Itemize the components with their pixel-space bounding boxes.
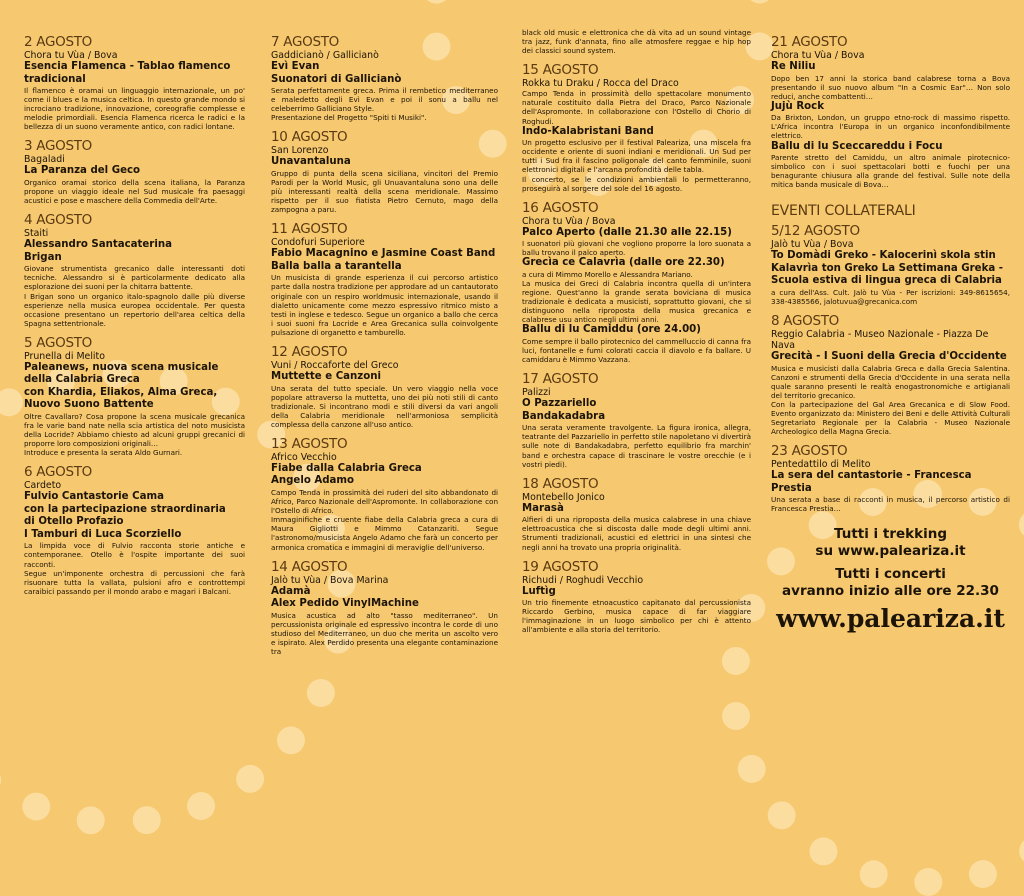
event-title: Evì Evan: [271, 61, 320, 72]
event-description: Un musicista di grande esperienza il cui percorso artistico parte dalla nostra tradizione per approdare ad un cantautorato originale con un respiro worldmusic internazionale, usando il dialetto unicamente come mezzo espressivo ritmico misto a testi in inglese e tedesco. Segue un organico a ballo che cerca i suoi suoni fra Locride e Area Grecanica sulla coinvolgente pulsazione di organetto e tamburello.: [271, 273, 498, 337]
event-description: a cura dell'Ass. Cult. Jalò tu Vùa - Per iscrizioni: 349-8615654, 338-4385566, jalotuvua@grecanica.com: [771, 287, 1010, 307]
event-block: [24, 138, 245, 205]
event-date: 3 AGOSTO: [24, 138, 93, 155]
event-block: [522, 200, 751, 365]
event-title: To Domàdi Greko - Kalocerinì skola stin Kalavrìa ton Greko La Settimana Greka - Scuola estiva di lingua greca di Calabria: [771, 250, 1003, 287]
event-description: Giovane strumentista grecanico dalle interessanti doti tecniche. Alessandro si è particolarmente dedicato alla esplorazione dei suoni per la chitarra battente.: [24, 264, 245, 292]
event-title: Re Niliu: [771, 61, 816, 72]
event-description: Alfieri di una riproposta della musica calabrese in una chiave elettroacustica che si discosta dalle mode degli ultimi anni. Strumenti tradizionali, acustici ed elettrici in una sintesi che negli anni ha trovato una propria originalità.: [522, 515, 751, 552]
event-place: Chora tu Vùa / Bova: [24, 50, 118, 61]
event-description: I suonatori più giovani che vogliono proporre la loro suonata a ballu trovano il palco aperto.: [522, 239, 751, 258]
event-place: Africo Vecchio: [271, 451, 337, 463]
event-title: Palco Aperto (dalle 21.30 alle 22.15): [522, 226, 732, 238]
event-title: Indo-Kalabristani Band: [522, 125, 654, 137]
event-title: Esencia Flamenca - Tablao flamenco tradicional: [24, 61, 231, 85]
event-description: La musica dei Greci di Calabria incontra quella di un'intera regione. Quest'anno la grande serata boviciana di musica tradizionale è dedicata a musicisti, soprattutto giovani, che si distinguono nella riproposta della musica grecanica e calabrese usu antico negli ultimi anni.: [522, 279, 751, 325]
event-description: Immaginifiche e cruente fiabe della Calabria greca a cura di Maura Gigliotti e Mimmo Catanzariti. Segue l'astronomo/musicista Angelo Adamo che farà un concerto per armonica cromatica e immagini di meraviglie dell'universo.: [271, 515, 498, 552]
promo-concerts: Tutti i concerti: [835, 565, 946, 582]
event-description: Un progetto esclusivo per il festival Paleariza, una miscela fra occidente e oriente di suoni indiani e meridionali. Un Sud per tutti i Sud fra il fascino poligonale del canto femminile, suoni elettronici digitali e l'arcana profondità delle tabla.: [522, 138, 751, 175]
event-block: [24, 212, 245, 328]
event-description: Oltre Cavallaro? Cosa propone la scena musicale grecanica fra le varie band nate nella scia artistica del noto musicista della Locride? Abbiamo chiesto ad alcuni gruppi grecanici di proporre loro composizioni originali…: [24, 411, 245, 449]
event-title: Nuovo Suono Battente: [24, 399, 154, 411]
website-link[interactable]: www.paleariza.it: [776, 603, 1005, 633]
event-block: [271, 559, 498, 656]
event-place: San Lorenzo: [271, 145, 329, 157]
event-place: Pentedattilo di Melito: [771, 459, 871, 471]
event-title: Alex Pedido VinylMachine: [271, 598, 419, 610]
event-block: [24, 464, 245, 596]
event-title: Grecìa ce Calavrìa (dalle ore 22.30): [522, 257, 725, 269]
event-description: Musica e musicisti dalla Calabria Greca e dalla Grecia Salentina. Canzoni e strumenti della Grecia d'Occidente in una serata nella quale saranno presenti le realtà enogastronomiche e artigianali del territorio grecanico.: [771, 363, 1010, 400]
event-place: Gaddicianò / Gallicianò: [271, 50, 379, 61]
event-date: 13 AGOSTO: [271, 435, 348, 452]
column-2: [253, 0, 506, 725]
event-title: Suonatori di Gallicianò: [271, 73, 402, 85]
event-description: La limpida voce di Fulvio racconta storie antiche e contemporanee. Otello è l'ospite importante dei suoi racconti.: [24, 541, 245, 569]
event-date: 14 AGOSTO: [271, 558, 348, 575]
event-description: Presentazione del Progetto "Spiti ti Musiki".: [271, 113, 427, 123]
event-description-continued: black old music e elettronica che dà vita ad un sound vintage tra jazz, funk d'annata, fino alle atmosfere reggae e hip hop dei classici sound system.: [522, 28, 751, 56]
promo-block: [771, 526, 1010, 634]
event-place: Jalò tu Vùa / Bova: [771, 239, 854, 251]
event-date: 21 AGOSTO: [771, 34, 848, 50]
event-date: 6 AGOSTO: [24, 464, 93, 481]
event-title: Angelo Adamo: [271, 475, 355, 487]
event-title: Fulvio Cantastorie Cama: [24, 491, 164, 503]
event-block: [24, 335, 245, 457]
event-title: Adamà: [271, 585, 311, 597]
event-description: Organico oramai storico della scena italiana, la Paranza propone un viaggio ideale nel Sud musicale fra paesaggi acustici e pose e maschere della Commedia dell'Arte.: [24, 177, 245, 206]
event-description: I Brigan sono un organico italo-spagnolo dalle più diverse esperienze nella musica europea occidentale. Per questa occasione presentano un repertorio dell'area celtica della Spagna settentrionale.: [24, 291, 245, 328]
event-date: 12 AGOSTO: [271, 344, 348, 360]
event-place: Jalò tu Vùa / Bova Marina: [271, 574, 389, 586]
event-date: 5/12 AGOSTO: [771, 223, 860, 240]
event-title: Fabio Macagnino e Jasmine Coast Band: [271, 248, 496, 260]
event-title: Ballu di lu Camiddu (ore 24.00): [522, 324, 701, 336]
event-date: 5 AGOSTO: [24, 334, 93, 351]
event-place: Montebello Jonico: [522, 491, 605, 503]
event-block: [522, 62, 751, 192]
promo-concerts-time: avranno inizio alle ore 22.30: [782, 582, 999, 599]
event-title: Luftìg: [522, 585, 556, 597]
event-place: Palizzi: [522, 387, 551, 399]
event-date: 17 AGOSTO: [522, 371, 599, 388]
event-place: Bagaladi: [24, 154, 65, 166]
event-block: [522, 559, 751, 635]
event-title: Bandakadabra: [522, 410, 606, 422]
event-description: Da Brixton, London, un gruppo etno-rock di massimo rispetto. L'Africa incontra l'Europa in un organico inconfondibilmente elettrico.: [771, 113, 1010, 141]
event-description: Campo Tenda in prossimità dello spettacolare monumento naturale costituito dalla Pietra del Draco, Parco Nazionale dell'Aspromonte. In collaborazione con l'Ostello di Chorio di Roghudi.: [522, 89, 751, 126]
event-place: Reggio Calabria - Museo Nazionale - Piazza De Nava: [771, 329, 989, 352]
event-title: Muttette e Canzoni: [271, 371, 381, 382]
event-date: 8 AGOSTO: [771, 313, 840, 330]
event-description: Serata perfettamente greca. Prima il rembetico mediterraneo e maledetto degli Evì Evan e poi il sonu a ballu nel celeberrimo Galliciano Style.: [271, 86, 498, 114]
event-description: Una serata veramente travolgente. La figura ironica, allegra, teatrante del Pazzariello in perfetto stile napoletano vi divertirà sulle note di Bandakadabra, perfetto equilibrio fra marchin' band e orchestra capace di trascinare le vostre orecchie (e i vostri piedi).: [522, 423, 751, 469]
event-place: Condofuri Superiore: [271, 237, 365, 249]
event-place: Chora tu Vùa / Bova: [522, 215, 616, 227]
event-block: [771, 34, 1010, 189]
event-title: La Paranza del Geco: [24, 165, 141, 177]
event-description: Con la partecipazione del Gal Area Grecanica e di Slow Food. Evento organizzato da: Ministero dei Beni e delle Attività Culturali Segretariato Regionale per la Calabria - Museo Nazionale Archeologico della Magna Grecia.: [771, 400, 1010, 437]
event-date: 7 AGOSTO: [271, 34, 340, 50]
event-block: [522, 476, 751, 552]
event-description: Una serata a base di racconti in musica, il percorso artistico di Francesca Prestia…: [771, 495, 1010, 514]
event-title: con Khardia, Eliakos, Alma Greca,: [24, 386, 218, 398]
promo-trekking: Tutti i trekking: [833, 525, 948, 542]
event-description: Il flamenco è oramai un linguaggio internazionale, un po' come il blues e la musica celtica. In questo grande mondo si incrociano tradizione, innovazione, coreografie complesse e melodie primordiali. Esencia Flamenca ricerca le radici e la bellezza di un suono veramente antico, con radici lontane.: [24, 86, 245, 132]
event-block: [522, 371, 751, 468]
event-place: Chora tu Vùa / Bova: [771, 50, 865, 61]
event-description: Dopo ben 17 anni la storica band calabrese torna a Bova presentando il suo nuovo album "In a Cosmic Ear"… Non solo reduci, anche combattenti…: [771, 73, 1010, 101]
event-date: 4 AGOSTO: [24, 212, 93, 229]
event-block: [271, 436, 498, 552]
event-place: Vuni / Roccaforte del Greco: [271, 360, 399, 371]
event-title: Balla balla a tarantella: [271, 260, 402, 272]
event-title: Grecità - I Suoni della Grecia d'Occidente: [771, 351, 1007, 363]
event-description: Un trio finemente etnoacustico capitanato dal percussionista Riccardo Gerbino, musica capace di far viaggiare l'immaginazione in un luogo simbolico per chi è attento all'ambiente e alla storia del territorio.: [522, 598, 751, 635]
event-title: La sera del cantastorie - Francesca Prestia: [771, 470, 972, 494]
collateral-heading: EVENTI COLLATERALI: [771, 203, 916, 220]
event-title: Jujù Rock: [771, 100, 824, 112]
event-date: 15 AGOSTO: [522, 62, 599, 79]
event-place: Prunella di Melito: [24, 350, 105, 362]
event-description: Gruppo di punta della scena siciliana, vincitori del Premio Parodi per la World Music, gli Unuavantaluna sono una delle più interessanti realtà della scena meridionale. Massimo rispetto per il suo fiatista Pietro Cernuto, mago della zampogna a paru.: [271, 168, 498, 215]
column-3: [506, 0, 759, 725]
event-block: [771, 313, 1010, 436]
event-title: di Otello Profazio: [24, 516, 124, 528]
event-title: Unavantaluna: [271, 156, 351, 168]
event-block: [271, 129, 498, 214]
event-block: [771, 443, 1010, 513]
event-title: con la partecipazione straordinaria: [24, 503, 226, 515]
event-place: Staiti: [24, 228, 49, 240]
event-block: [271, 221, 498, 337]
event-block: [522, 28, 751, 55]
event-description: Musica acustica ad alto "tasso mediterraneo". Un percussionista originale ed espressivo incontra le corde di uno studioso del Mediterraneo, un duo che merita un ascolto vero e ispirato. Alex Perdido presenta una elegante contaminazione tra: [271, 610, 498, 656]
event-description: Come sempre il ballo pirotecnico del cammelluccio di canna fra luci, fontanelle e fumi colorati caccia il diavolo e fa ballare. U camiddaru è Mimmo Vazzana.: [522, 336, 751, 365]
event-description: Segue un'imponente orchestra di percussioni che farà risuonare tutta la vallata, pulsioni afro e controttempi caraibici passando per il mondo arabo e magari i Balcani.: [24, 568, 245, 596]
event-date: 18 AGOSTO: [522, 475, 599, 492]
event-date: 23 AGOSTO: [771, 443, 848, 460]
event-block: [271, 34, 498, 122]
event-description: Campo Tenda in prossimità dei ruderi del sito abbandonato di Africo, Parco Nazionale dell'Aspromonte. In collaborazione con l'Ostello di Africo.: [271, 487, 498, 516]
event-description: Il concerto, se le condizioni ambientali lo permetteranno, proseguirà al sorgere del sole del 16 agosto.: [522, 174, 751, 193]
event-title: Brigan: [24, 251, 62, 263]
column-1: [0, 0, 253, 725]
event-block: [24, 34, 245, 131]
event-description: a cura di Mimmo Morello e Alessandra Mariano.: [522, 269, 693, 279]
event-date: 2 AGOSTO: [24, 34, 93, 50]
event-title: O Pazzariello: [522, 398, 597, 410]
event-block: [271, 344, 498, 429]
event-date: 16 AGOSTO: [522, 199, 599, 216]
column-4: [759, 0, 1024, 725]
event-place: Rokka tu Draku / Rocca del Draco: [522, 78, 679, 90]
promo-trekking-site[interactable]: su www.paleariza.it: [815, 542, 966, 559]
event-description: Una serata del tutto speciale. Un vero viaggio nella voce popolare attraverso la muttetta, uno dei più noti stili di canto tradizionale. Si incontrano modi e stili diversi da vari angoli della Calabria meridionale nell'armoniosa semplicità complessa della canzone all'uso antico.: [271, 383, 498, 429]
event-title: Ballu di lu Sceccareddu i Focu: [771, 140, 943, 152]
event-description: Introduce e presenta la serata Aldo Gurnari.: [24, 448, 183, 458]
event-title: Paleanews, nuova scena musicale della Calabria Greca: [24, 361, 219, 386]
event-date: 19 AGOSTO: [522, 558, 599, 575]
event-title: I Tamburi di Luca Scorziello: [24, 528, 182, 540]
event-description: Parente stretto del Camiddu, un altro animale pirotecnico-simbolico con i suoi spettacolari botti e fuochi per una benagurante chiusura alla grande del festival. Sulle note della mitica banda musicale di Bova…: [771, 153, 1010, 190]
event-place: Cardeto: [24, 480, 62, 492]
event-date: 11 AGOSTO: [271, 221, 348, 238]
event-block: [771, 223, 1010, 306]
event-date: 10 AGOSTO: [271, 129, 348, 146]
event-title: Marasà: [522, 502, 564, 514]
event-title: Alessandro Santacaterina: [24, 239, 172, 251]
event-place: Richudi / Roghudi Vecchio: [522, 574, 644, 586]
event-title: Fiabe dalla Calabria Greca: [271, 462, 422, 474]
